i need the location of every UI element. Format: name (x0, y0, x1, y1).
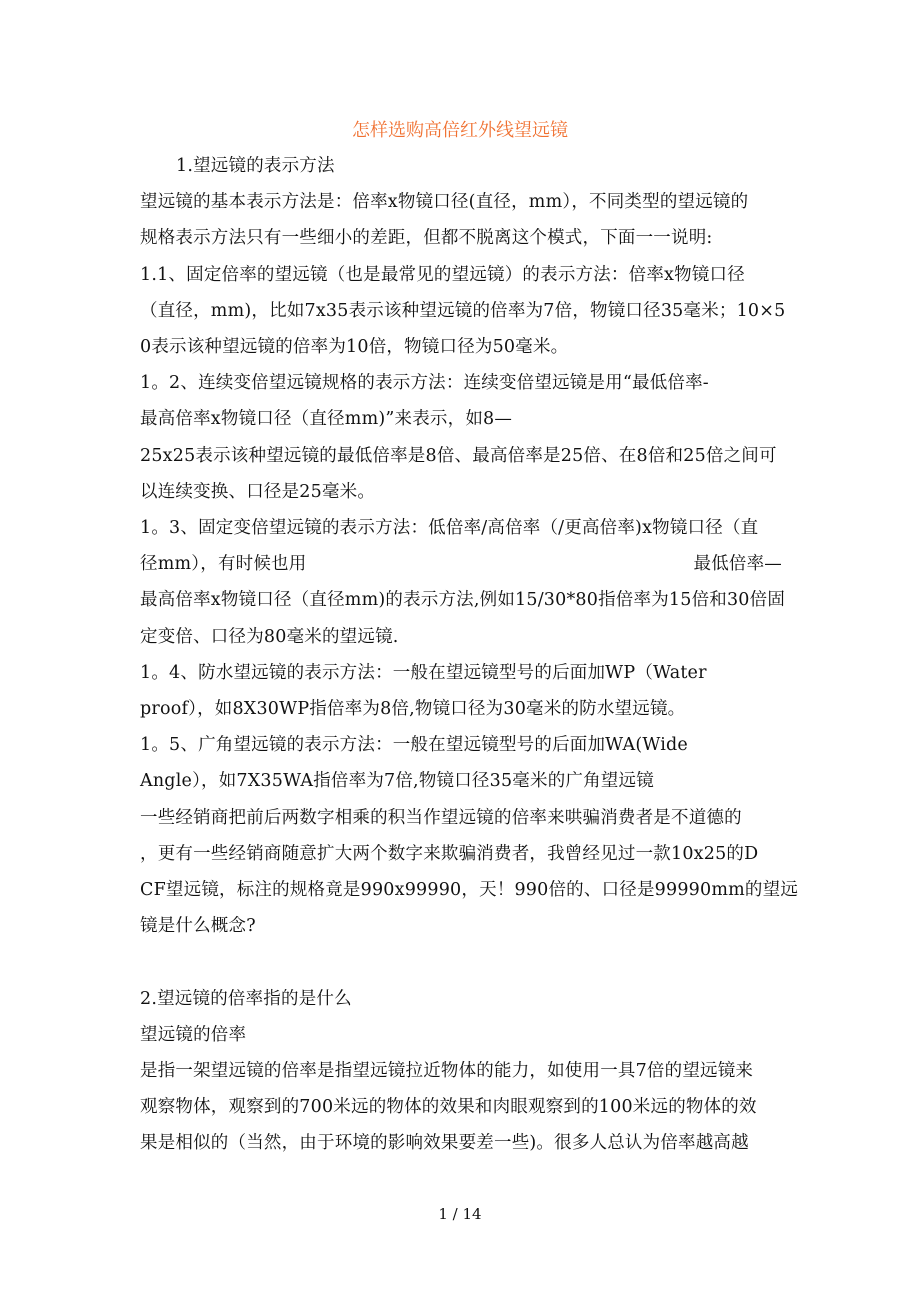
text-line (140, 298, 786, 324)
text-line (140, 189, 782, 215)
text-line-content: 望远镜的基本表示方法是：倍率x物镜口径(直径，mm），不同类型的望远镜的 (140, 192, 749, 213)
text-line-content: 是指一架望远镜的倍率是指望远镜拉近物体的能力，如使用一具7倍的望远镜来 (140, 1061, 754, 1081)
text-line (140, 370, 782, 396)
page-number: 1 / 14 (438, 1205, 482, 1223)
text-line-content: ，更有一些经销商随意扩大两个数字来欺骗消费者，我曾经见过一款10x25的D (140, 843, 759, 864)
text-line-content: 2.望远镜的倍率指的是什么 (140, 988, 352, 1009)
text-line (176, 153, 818, 179)
text-line-content: 1.望远镜的表示方法 (176, 156, 335, 176)
document-title: 怎样选购高倍红外线望远镜 (352, 120, 568, 141)
text-line-content: 1.1、固定倍率的望远镜（也是最常见的望远镜）的表示方法：倍率x物镜口径 (140, 264, 745, 285)
text-line-content: 1。5、广角望远镜的表示方法：一般在望远镜型号的后面加WA(Wide (140, 735, 688, 756)
text-line (140, 551, 782, 577)
text-line-content: 望远镜的倍率 (140, 1024, 247, 1045)
text-line-content: 1。3、固定变倍望远镜的表示方法：低倍率/高倍率（/更高倍率)x物镜口径（直 (140, 518, 759, 538)
text-line (140, 877, 799, 903)
text-line-content: 1。4、防水望远镜的表示方法：一般在望远镜型号的后面加WP（Water (140, 662, 707, 683)
text-line (140, 334, 782, 360)
text-line (140, 768, 782, 794)
text-line (140, 479, 782, 505)
text-line-content: CF望远镜，标注的规格竟是990x99990，天！990倍的、口径是99990mm的望远 (140, 880, 799, 900)
text-line (140, 660, 782, 686)
text-line (140, 841, 782, 867)
text-line-content: 镜是什么概念? (140, 916, 256, 937)
text-line-content: 定变倍、口径为80毫米的望远镜. (140, 626, 399, 647)
text-line (140, 986, 782, 1012)
text-line-content: 果是相似的（当然，由于环境的影响效果要差一些)。很多人总认为倍率越高越 (140, 1133, 749, 1154)
text-line-content: Angle），如7X35WA指倍率为7倍,物镜口径35毫米的广角望远镜 (140, 771, 654, 792)
text-line (140, 696, 782, 722)
text-line-content: proof），如8X30WP指倍率为8倍,物镜口径为30毫米的防水望远镜。 (140, 699, 686, 719)
text-line (140, 587, 786, 613)
text-line-content: 最高倍率x物镜口径（直径mm)”来表示，如8— (140, 409, 513, 430)
text-line (140, 406, 782, 432)
text-line (140, 443, 782, 469)
text-line (140, 732, 782, 758)
text-line-content: 0表示该种望远镜的倍率为10倍，物镜口径为50毫米。 (140, 337, 569, 357)
text-line-content: 最高倍率x物镜口径（直径mm)的表示方法,例如15/30*80指倍率为15倍和30倍固 (140, 590, 786, 611)
text-line-content: （直径，mm)，比如7x35表示该种望远镜的倍率为7倍，物镜口径35毫米；10×5 (140, 300, 786, 321)
text-line (140, 1130, 782, 1156)
text-line-content: 一些经销商把前后两数字相乘的积当作望远镜的倍率来哄骗消费者是不道德的 (140, 807, 742, 828)
text-line-content: 径mm），有时候也用 (140, 554, 307, 575)
text-line (140, 225, 782, 251)
text-line-content: 25x25表示该种望远镜的最低倍率是8倍、最高倍率是25倍、在8倍和25倍之间可 (140, 445, 777, 466)
text-line (140, 624, 782, 650)
text-line-right-part: 最低倍率— (693, 554, 782, 575)
text-line (140, 262, 782, 288)
text-line (140, 805, 782, 831)
text-line (140, 1022, 782, 1048)
text-line-content: 观察物体，观察到的700米远的物体的效果和肉眼观察到的100米远的物体的效 (140, 1097, 757, 1118)
text-line (140, 1058, 782, 1084)
text-line (140, 1094, 782, 1120)
text-line (140, 913, 782, 939)
text-line (140, 515, 782, 541)
text-line-content: 规格表示方法只有一些细小的差距，但都不脱离这个模式，下面一一说明: (140, 228, 713, 249)
text-line-content: 1。2、连续变倍望远镜规格的表示方法：连续变倍望远镜是用“最低倍率- (140, 373, 709, 394)
text-line-content: 以连续变换、口径是25毫米。 (140, 481, 376, 502)
